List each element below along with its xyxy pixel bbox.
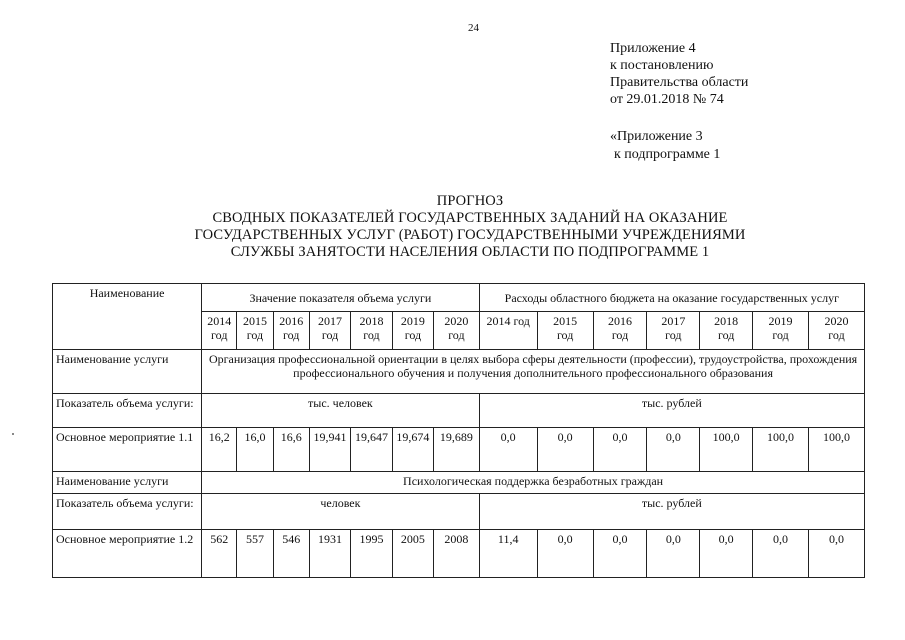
title-line: ПРОГНОЗ [436,193,504,209]
volume-year [237,312,273,350]
year-word: год [321,328,339,342]
volume-value: 557 [237,530,273,578]
expense-value: 0,0 [593,530,647,578]
volume-value: 2005 [392,530,433,578]
expense-year [647,312,700,350]
expense-value: 0,0 [647,428,700,472]
year-number: 2017 [318,314,343,328]
expense-unit: тыс. рублей [479,394,864,428]
year-word: год [363,328,380,342]
volume-value: 19,689 [434,428,480,472]
indicator-label: Показатель объема услуги: [53,494,202,530]
year-word: год [665,328,682,342]
expense-value: 100,0 [700,428,753,472]
year-number: 2020 [824,314,849,328]
measure-label: Основное мероприятие 1.1 [53,428,202,472]
volume-value: 2008 [434,530,480,578]
year-number: 2014 [207,314,232,328]
expense-value: 100,0 [808,428,864,472]
appendix-reference-line: «Приложение 3 [610,129,703,144]
volume-year [351,312,392,350]
appendix-line: к постановлению [610,58,714,73]
indicator-row [53,494,865,530]
measure-row [53,428,865,472]
expense-value: 0,0 [700,530,753,578]
document-title [160,193,780,261]
scan-mark [12,433,14,435]
volume-value: 1931 [309,530,350,578]
appendix-line: Правительства области [610,75,749,90]
expense-unit: тыс. рублей [479,494,864,530]
year-number: 2018 [714,314,739,328]
expense-value: 100,0 [753,428,809,472]
service-name-row [53,472,865,494]
expense-value: 0,0 [537,530,593,578]
volume-value: 19,674 [392,428,433,472]
year-word: год [772,328,789,342]
expense-year [700,312,753,350]
year-number: 2018 [359,314,384,328]
year-word: год [246,328,264,342]
expense-value: 0,0 [808,530,864,578]
title-line: ГОСУДАРСТВЕННЫХ УСЛУГ (РАБОТ) ГОСУДАРСТВЕННЫМИ УЧРЕЖДЕНИЯМИ [194,227,746,243]
year-word: год [211,328,228,342]
service-name: Психологическая поддержка безработных граждан [202,472,865,494]
service-name: Организация профессиональной ориентации в целях выбора сферы деятельности (профессии), трудоустройства, прохождения профессионального обучения и получения дополнительного профессионального образования [202,350,865,394]
volume-year [273,312,309,350]
table-header-row [53,284,865,312]
year-word: год [556,328,574,342]
year-word: год [448,328,465,342]
service-name-row [53,350,865,394]
year-number: 2017 [661,314,686,328]
expense-year [753,312,809,350]
appendix-note [610,40,748,108]
year-number: 2015 [242,314,267,328]
expense-value: 0,0 [479,428,537,472]
volume-value: 562 [202,530,237,578]
expense-value: 0,0 [753,530,809,578]
year-number: 2014 год [486,314,530,328]
appendix-line: Приложение 4 [610,41,696,56]
measure-row [53,530,865,578]
year-number: 2016 [608,314,633,328]
measure-label: Основное мероприятие 1.2 [53,530,202,578]
volume-year [392,312,433,350]
appendix-reference [610,128,720,164]
header-name: Наименование [89,286,165,300]
volume-value: 16,6 [273,428,309,472]
expense-value: 0,0 [593,428,647,472]
year-number: 2015 [553,314,578,328]
expense-value: 0,0 [647,530,700,578]
expense-value: 11,4 [479,530,537,578]
year-number: 2019 [768,314,793,328]
year-number: 2019 [400,314,425,328]
service-label: Наименование услуги [53,350,202,394]
expense-year [537,312,593,350]
service-label: Наименование услуги [53,472,202,494]
title-line: СЛУЖБЫ ЗАНЯТОСТИ НАСЕЛЕНИЯ ОБЛАСТИ ПО ПОДПРОГРАММЕ 1 [230,244,710,260]
appendix-line: от 29.01.2018 № 74 [610,92,724,107]
year-word: год [283,328,300,342]
year-number: 2020 [444,314,469,328]
indicator-row [53,394,865,428]
volume-value: 19,941 [309,428,350,472]
expense-value: 0,0 [537,428,593,472]
appendix-reference-line: к подпрограмме 1 [614,147,721,162]
header-volume: Значение показателя объема услуги [202,284,480,312]
volume-value: 16,2 [202,428,237,472]
volume-year [309,312,350,350]
indicator-label: Показатель объема услуги: [53,394,202,428]
volume-value: 19,647 [351,428,392,472]
year-word: год [828,328,845,342]
forecast-table [52,283,865,578]
year-word: год [611,328,629,342]
volume-value: 16,0 [237,428,273,472]
year-word: год [717,328,735,342]
volume-year [434,312,480,350]
volume-year [202,312,237,350]
title-line: СВОДНЫХ ПОКАЗАТЕЛЕЙ ГОСУДАРСТВЕННЫХ ЗАДАНИЙ НА ОКАЗАНИЕ [212,210,728,226]
expense-year [593,312,647,350]
volume-value: 1995 [351,530,392,578]
year-number: 2016 [279,314,304,328]
volume-value: 546 [273,530,309,578]
header-name-cell [53,284,202,350]
volume-unit: человек [202,494,480,530]
year-word: год [404,328,422,342]
header-expenses: Расходы областного бюджета на оказание государственных услуг [479,284,864,312]
volume-unit: тыс. человек [202,394,480,428]
expense-year [479,312,537,350]
page-number: 24 [468,22,479,34]
expense-year [808,312,864,350]
